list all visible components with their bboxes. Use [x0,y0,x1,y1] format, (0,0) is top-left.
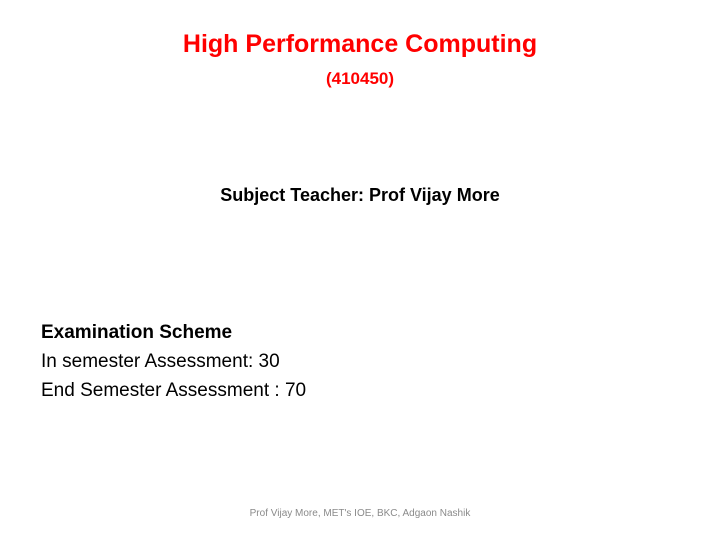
slide-title: High Performance Computing [182,30,538,58]
course-code: (410450) [325,69,395,88]
slide-footer: Prof Vijay More, MET's IOE, BKC, Adgaon Nashik [249,508,471,519]
end-semester-assessment: End Semester Assessment : 70 [41,380,307,401]
in-semester-assessment: In semester Assessment: 30 [41,351,280,372]
subject-teacher: Subject Teacher: Prof Vijay More [220,185,500,205]
exam-scheme-heading: Examination Scheme [41,322,233,343]
examination-scheme [41,318,681,405]
